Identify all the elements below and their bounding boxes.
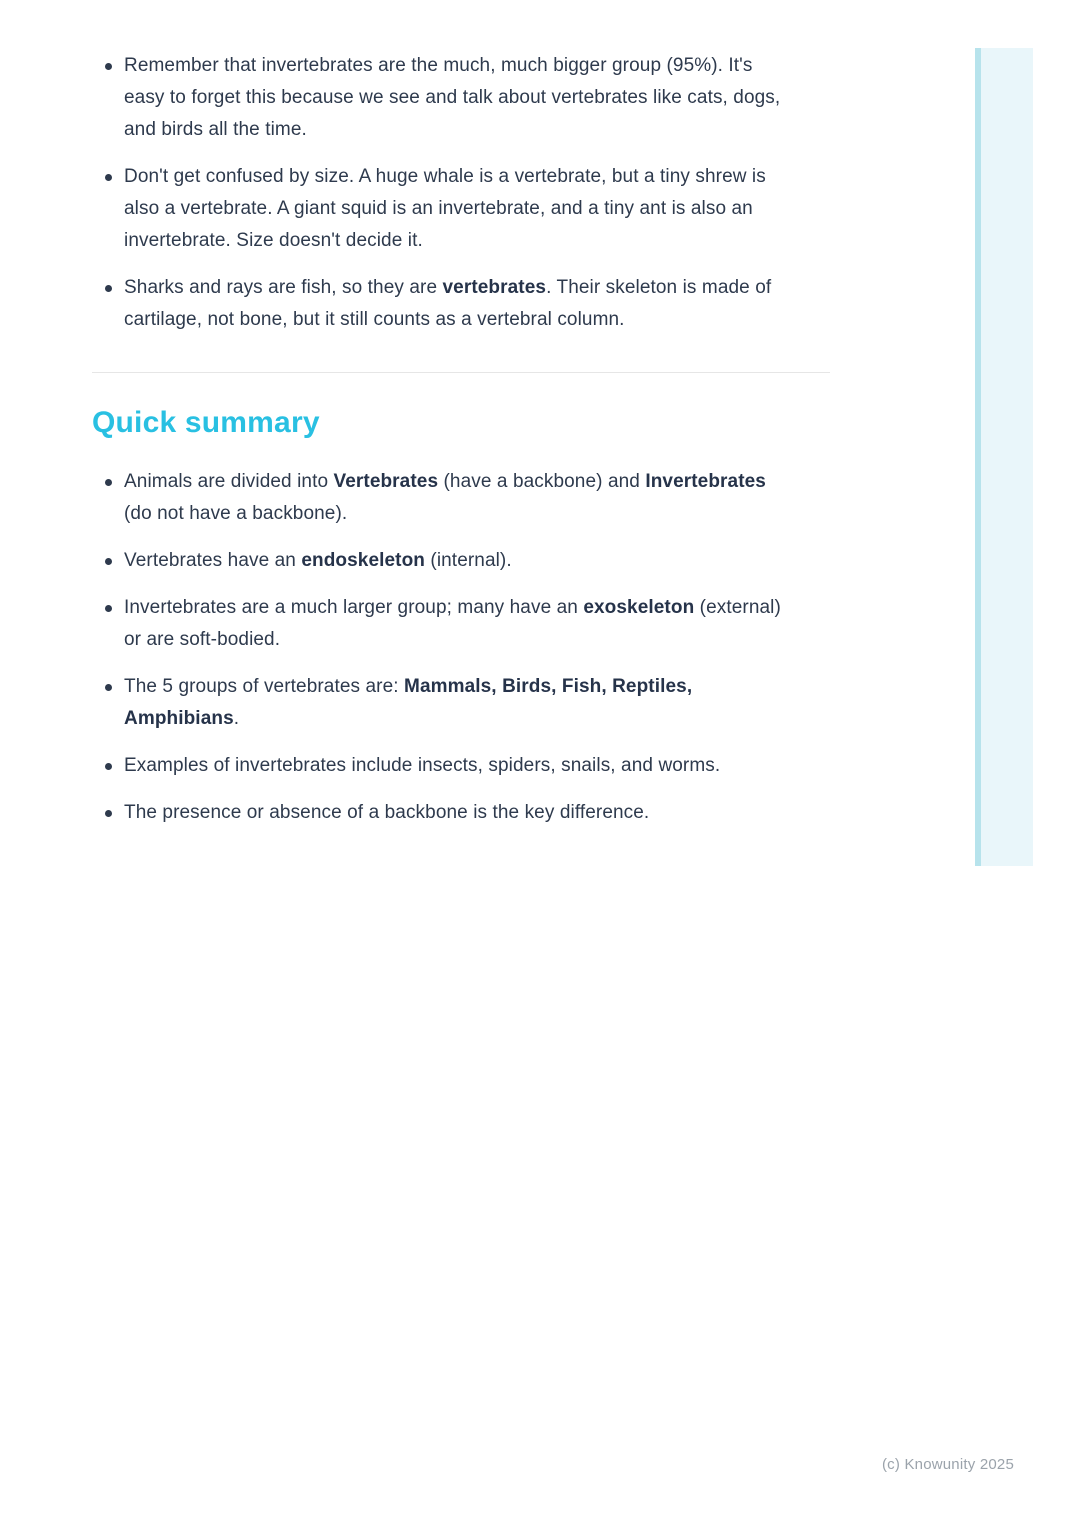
text: Animals are divided into xyxy=(124,471,334,492)
text: Don't get confused by size. A huge whale is a vertebrate, but a tiny shrew is also a vertebrate. A giant squid is an invertebrate, and a tiny ant is also an invertebrate. Size doesn't decide it. xyxy=(124,166,766,251)
list-item xyxy=(92,161,798,257)
list-item xyxy=(92,592,798,656)
text: Examples of invertebrates include insects, spiders, snails, and worms. xyxy=(124,755,721,776)
summary-heading: Quick summary xyxy=(92,406,320,439)
bold-text: endoskeleton xyxy=(301,550,426,571)
list-item xyxy=(92,750,798,782)
notes-list xyxy=(92,50,798,336)
list-item xyxy=(92,797,798,829)
bold-text: Vertebrates xyxy=(333,471,439,492)
text: (have a backbone) and xyxy=(438,471,646,492)
copyright-footer: (c) Knowunity 2025 xyxy=(881,1456,1014,1473)
text: . xyxy=(233,708,240,729)
text: Vertebrates have an xyxy=(124,550,302,571)
side-accent-bar xyxy=(975,48,1033,866)
text: The 5 groups of vertebrates are: xyxy=(124,676,405,697)
text: Sharks and rays are fish, so they are xyxy=(124,277,443,298)
text: (do not have a backbone). xyxy=(124,503,348,524)
bold-text: vertebrates xyxy=(442,277,547,298)
list-item xyxy=(92,671,798,735)
page-content xyxy=(92,50,830,844)
list-item xyxy=(92,545,798,577)
list-item xyxy=(92,272,798,336)
list-item xyxy=(92,50,798,146)
bold-text: Mammals, Birds, Fish, Reptiles, Amphibians xyxy=(124,676,693,729)
text: (external) or are soft-bodied. xyxy=(124,597,781,650)
text: Remember that invertebrates are the much, much bigger group (95%). It's easy to forget this because we see and talk about vertebrates like cats, dogs, and birds all the time. xyxy=(124,55,781,140)
text: (internal). xyxy=(425,550,512,571)
bold-text: exoskeleton xyxy=(583,597,695,618)
section-divider xyxy=(92,372,830,373)
text: The presence or absence of a backbone is the key difference. xyxy=(124,802,650,823)
text: . Their skeleton is made of cartilage, not bone, but it still counts as a vertebral column. xyxy=(124,277,772,330)
text: Invertebrates are a much larger group; many have an xyxy=(124,597,584,618)
list-item xyxy=(92,466,798,530)
bold-text: Invertebrates xyxy=(645,471,766,492)
summary-list xyxy=(92,466,798,829)
